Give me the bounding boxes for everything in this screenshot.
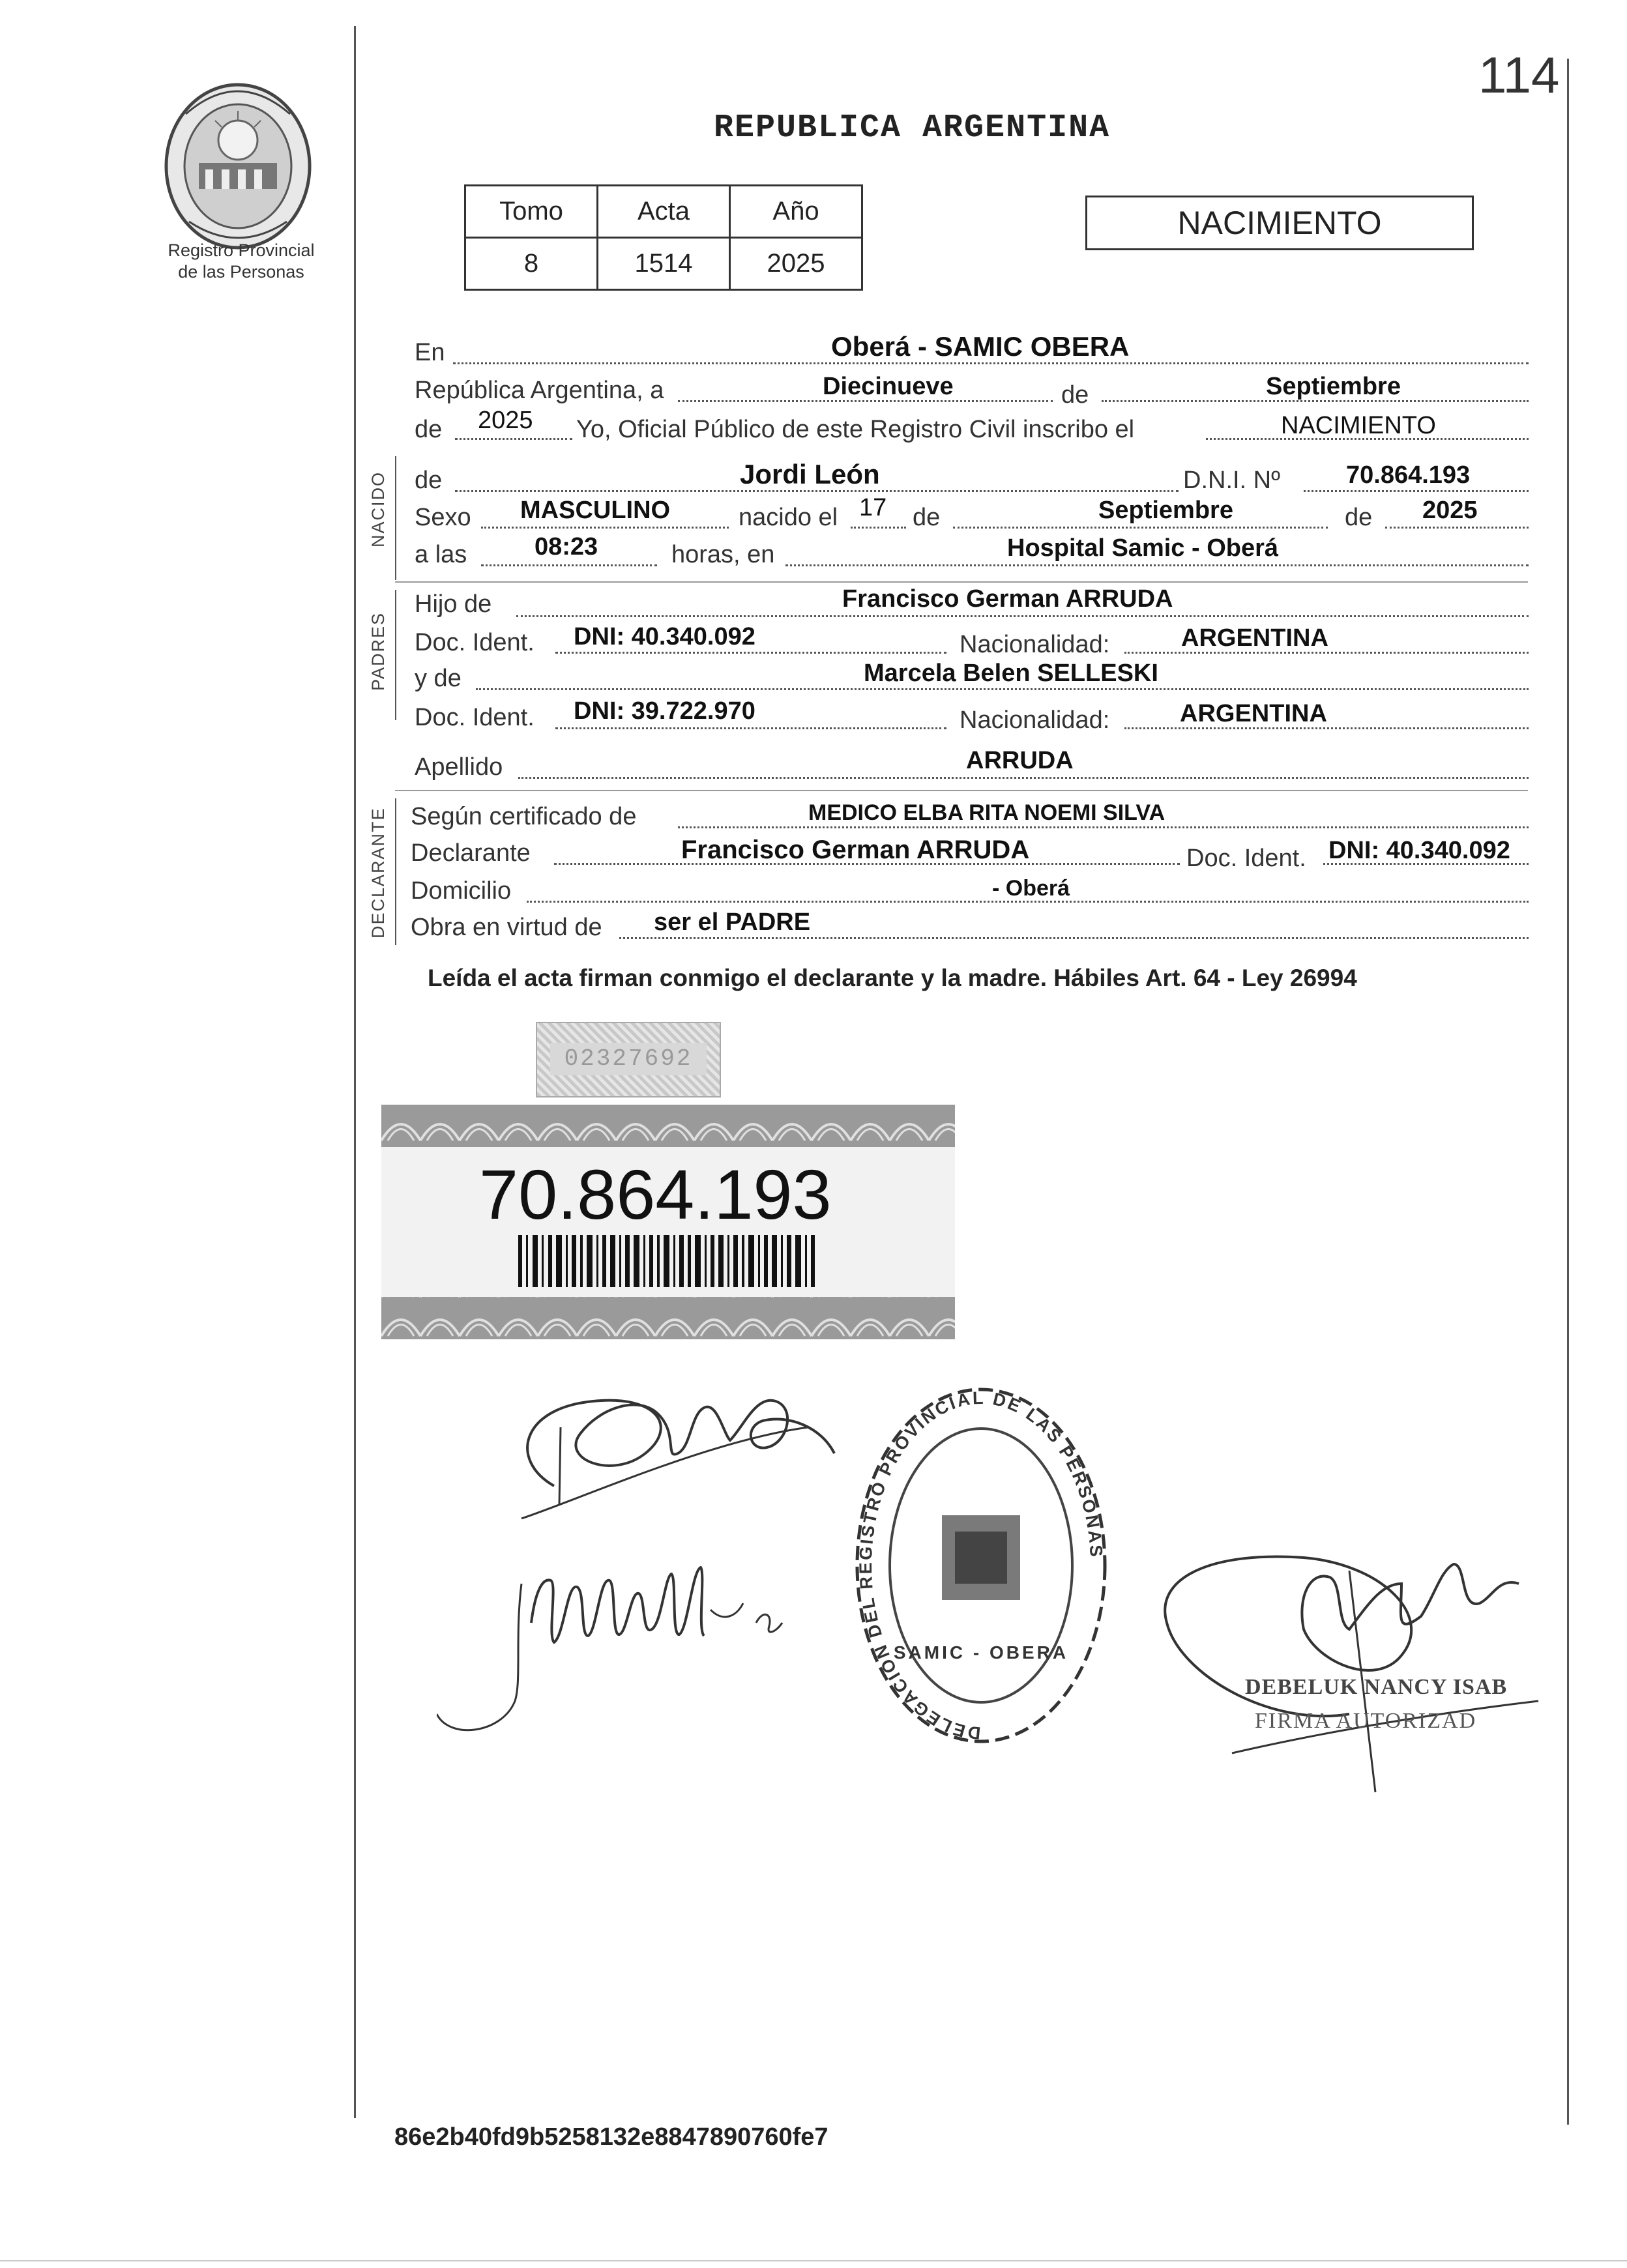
mother-doc-dots bbox=[555, 727, 946, 729]
declarante-side-label: DECLARANTE bbox=[368, 807, 388, 938]
mother-dots bbox=[476, 688, 1529, 690]
record-table-header-row bbox=[465, 186, 862, 238]
de-label-1: de bbox=[1061, 381, 1089, 409]
birth-year: 2025 bbox=[1422, 497, 1478, 524]
mother-nationality: ARGENTINA bbox=[1180, 700, 1327, 727]
nacido-de-label: de bbox=[415, 467, 443, 494]
apellido-dots bbox=[518, 777, 1529, 779]
hijo-de-label: Hijo de bbox=[415, 590, 492, 618]
birth-day-dots bbox=[851, 527, 906, 529]
apellido-label: Apellido bbox=[415, 753, 503, 781]
stamp-ring-text: DELEGACIÓN DEL REGISTRO PROVINCIAL DE LAS PERSONAS bbox=[855, 1388, 1107, 1743]
small-code-text: 02327692 bbox=[550, 1043, 707, 1075]
father-doc-label: Doc. Ident. bbox=[415, 629, 535, 656]
anio-value: 2025 bbox=[730, 238, 862, 290]
declarant-document: DNI: 40.340.092 bbox=[1328, 837, 1510, 864]
registry-label bbox=[137, 240, 345, 283]
authorized-role: FIRMA AUTORIZAD bbox=[1255, 1709, 1477, 1733]
en-dots bbox=[453, 362, 1529, 364]
declarant-doc-label: Doc. Ident. bbox=[1186, 845, 1306, 872]
mother-document: DNI: 39.722.970 bbox=[574, 697, 755, 725]
father-nationality: ARGENTINA bbox=[1181, 624, 1328, 652]
birth-year-dots bbox=[1385, 527, 1529, 529]
de-label-2: de bbox=[415, 416, 443, 443]
record-type-box: NACIMIENTO bbox=[1085, 196, 1474, 250]
nacido-section-line bbox=[395, 456, 396, 580]
nacido-de-label-2: de bbox=[913, 504, 941, 531]
time-dots bbox=[481, 564, 657, 566]
tomo-value: 8 bbox=[465, 238, 598, 290]
page-number: 114 bbox=[1478, 46, 1560, 104]
inscribe-type: NACIMIENTO bbox=[1281, 412, 1436, 439]
registration-year: 2025 bbox=[478, 407, 533, 434]
official-stamp bbox=[847, 1372, 1115, 1750]
nacido-divider bbox=[395, 581, 1528, 583]
certificate-label: Según certificado de bbox=[411, 803, 637, 830]
small-code-sticker bbox=[536, 1022, 721, 1098]
certificate-issuer: MEDICO ELBA RITA NOEMI SILVA bbox=[808, 800, 1165, 825]
authorized-name: DEBELUK NANCY ISAB bbox=[1245, 1675, 1508, 1699]
mother-name: Marcela Belen SELLESKI bbox=[864, 660, 1158, 687]
sexo-dots bbox=[481, 527, 729, 529]
registry-label-line2: de las Personas bbox=[178, 262, 304, 282]
father-document: DNI: 40.340.092 bbox=[574, 623, 755, 650]
sexo-label: Sexo bbox=[415, 504, 471, 531]
alas-label: a las bbox=[415, 541, 467, 568]
barcode-sticker bbox=[381, 1105, 955, 1339]
obra-value: ser el PADRE bbox=[654, 909, 811, 936]
stamp-bottom-text: SAMIC - OBERA bbox=[893, 1642, 1069, 1663]
declarant-signature bbox=[482, 1356, 847, 1551]
birth-month-dots bbox=[953, 527, 1328, 529]
father-dots bbox=[516, 615, 1529, 617]
anio-header: Año bbox=[730, 186, 862, 238]
birth-place-dots bbox=[785, 564, 1529, 566]
domicilio-label: Domicilio bbox=[411, 877, 512, 905]
official-text: Yo, Oficial Público de este Registro Civil inscribo el bbox=[576, 416, 1135, 443]
en-label: En bbox=[415, 339, 445, 366]
padres-divider bbox=[395, 790, 1528, 791]
child-name: Jordi León bbox=[740, 459, 880, 489]
year-dots bbox=[455, 438, 572, 440]
birth-registry-place: Oberá - SAMIC OBERA bbox=[831, 331, 1130, 362]
child-sex: MASCULINO bbox=[520, 497, 671, 524]
father-doc-dots bbox=[555, 652, 946, 654]
right-margin-line bbox=[1567, 59, 1569, 2125]
certificate-dots bbox=[678, 826, 1529, 828]
tomo-header: Tomo bbox=[465, 186, 598, 238]
y-de-label: y de bbox=[415, 665, 462, 692]
birth-day: 17 bbox=[859, 494, 887, 521]
mother-nationality-label: Nacionalidad: bbox=[960, 706, 1110, 734]
declarant-name: Francisco German ARRUDA bbox=[681, 836, 1030, 864]
republica-label: República Argentina, a bbox=[415, 377, 664, 404]
left-margin-line bbox=[354, 26, 356, 2118]
provincial-seal-logo bbox=[153, 75, 323, 257]
obra-label: Obra en virtud de bbox=[411, 914, 602, 941]
record-table bbox=[464, 184, 863, 291]
mother-doc-label: Doc. Ident. bbox=[415, 704, 535, 731]
closing-statement: Leída el acta firman conmigo el declarante y la madre. Hábiles Art. 64 - Ley 26994 bbox=[428, 965, 1357, 991]
dni-label: D.N.I. Nº bbox=[1183, 467, 1280, 494]
registration-day: Diecinueve bbox=[823, 373, 954, 400]
padres-side-label: PADRES bbox=[368, 611, 388, 691]
acta-header: Acta bbox=[598, 186, 730, 238]
surname: ARRUDA bbox=[966, 747, 1074, 774]
birth-time: 08:23 bbox=[535, 533, 598, 560]
birth-month: Septiembre bbox=[1098, 497, 1233, 524]
barcode-number: 70.864.193 bbox=[479, 1155, 832, 1234]
record-table-value-row bbox=[465, 238, 862, 290]
obra-dots bbox=[619, 937, 1529, 939]
registration-month: Septiembre bbox=[1266, 373, 1401, 400]
declarant-label: Declarante bbox=[411, 839, 531, 867]
country-title: REPUBLICA ARGENTINA bbox=[714, 109, 1111, 147]
father-nationality-label: Nacionalidad: bbox=[960, 631, 1110, 658]
acta-value: 1514 bbox=[598, 238, 730, 290]
nacido-side-label: NACIDO bbox=[368, 471, 388, 547]
nacido-de-label-3: de bbox=[1345, 504, 1373, 531]
authorized-signature bbox=[1154, 1519, 1545, 1805]
registry-label-line1: Registro Provincial bbox=[168, 240, 315, 260]
document-hash: 86e2b40fd9b5258132e8847890760fe7 bbox=[394, 2123, 828, 2151]
mother-signature bbox=[437, 1538, 841, 1747]
horas-label: horas, en bbox=[671, 541, 775, 568]
name-dots bbox=[455, 490, 1179, 492]
bottom-edge-line bbox=[0, 2260, 1627, 2261]
father-name: Francisco German ARRUDA bbox=[842, 585, 1173, 613]
child-dni: 70.864.193 bbox=[1346, 461, 1471, 489]
nacido-el-label: nacido el bbox=[739, 504, 838, 531]
padres-section-line bbox=[395, 590, 396, 720]
birth-place: Hospital Samic - Oberá bbox=[1007, 534, 1279, 562]
dni-dots bbox=[1304, 490, 1529, 492]
declarante-section-line bbox=[395, 798, 396, 945]
domicilio-value: - Oberá bbox=[992, 876, 1070, 901]
